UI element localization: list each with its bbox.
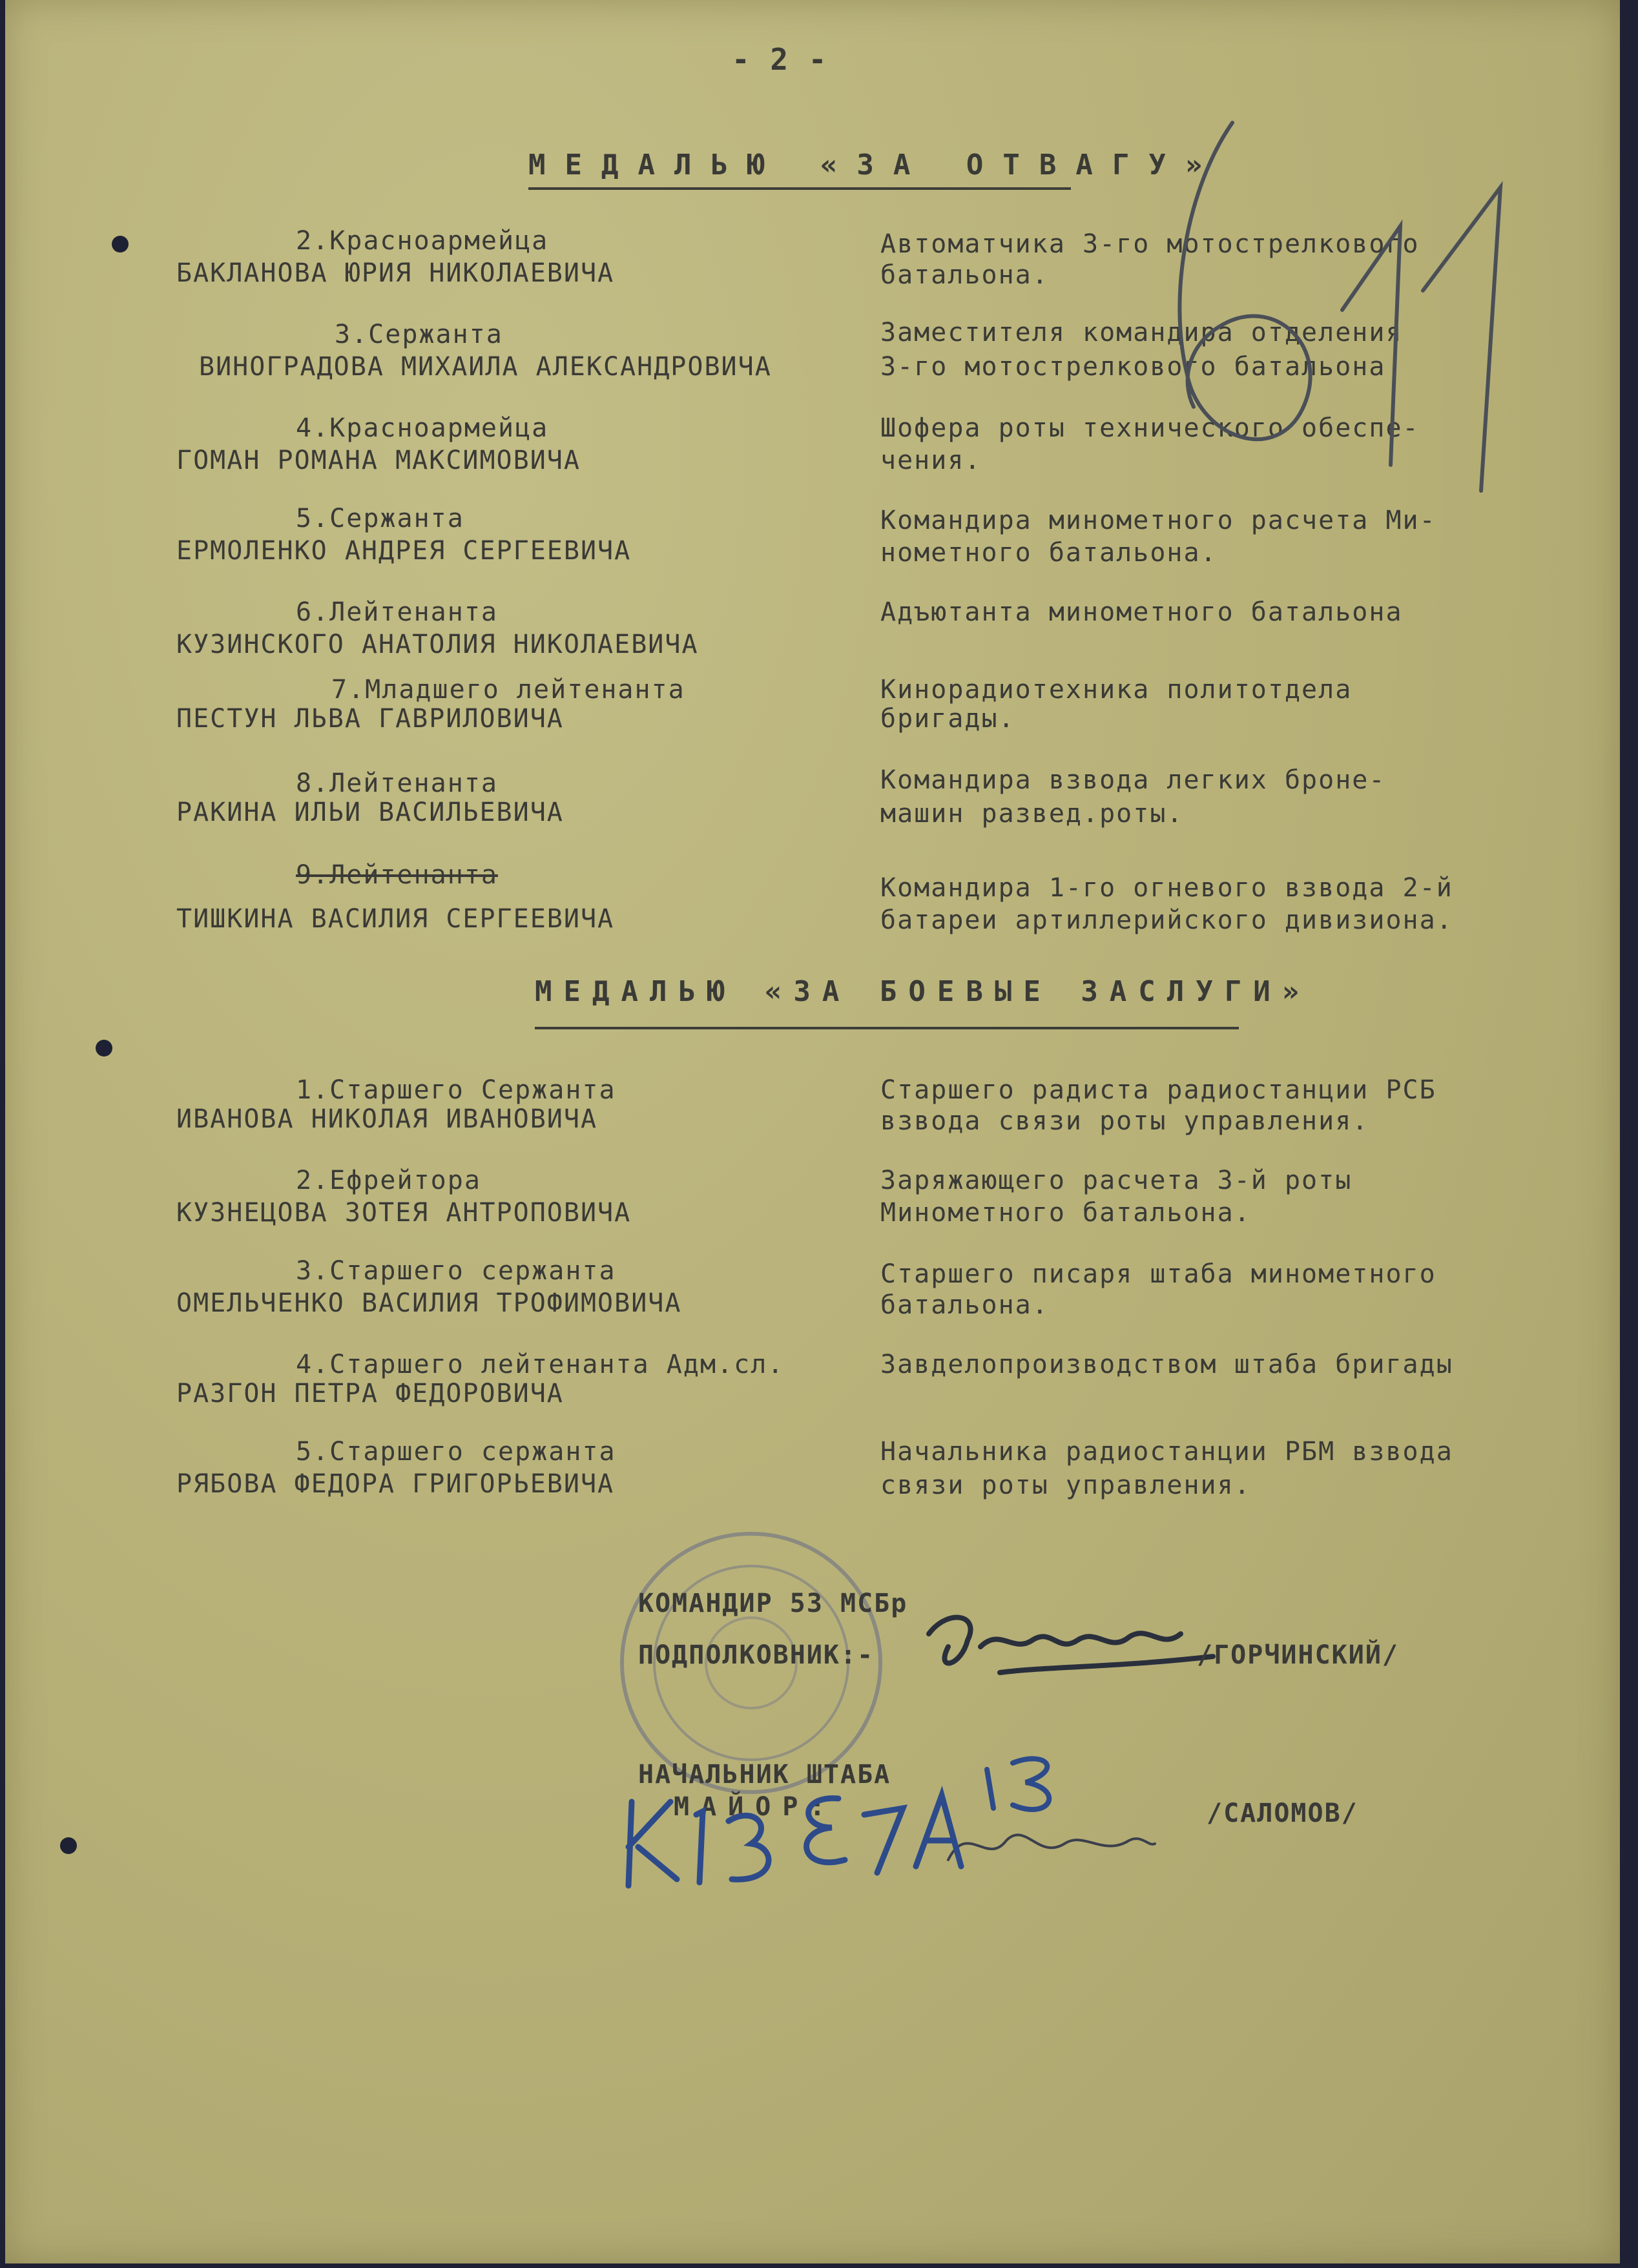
entry-position: взвода связи роты управления. [880,1106,1369,1136]
entry-name: ТИШКИНА ВАСИЛИЯ СЕРГЕЕВИЧА [176,904,615,934]
document-page [5,0,1620,2263]
entry-name: РАЗГОН ПЕТРА ФЕДОРОВИЧА [176,1379,564,1408]
section-title: МЕДАЛЬЮ «ЗА ОТВАГУ» [528,149,1222,181]
entry-rank: 4.Старшего лейтенанта Адм.сл. [296,1350,785,1379]
entry-name: РЯБОВА ФЕДОРА ГРИГОРЬЕВИЧА [176,1469,615,1499]
entry-rank: 7.Младшего лейтенанта [331,675,685,705]
entry-name: ВИНОГРАДОВА МИХАИЛА АЛЕКСАНДРОВИЧА [199,352,772,382]
entry-position: Заместителя командира отделения [880,318,1403,347]
entry-name: ПЕСТУН ЛЬВА ГАВРИЛОВИЧА [176,704,564,734]
entry-rank: 1.Старшего Сержанта [296,1075,616,1105]
punch-hole [112,236,129,253]
commander-title: КОМАНДИР 53 МСБр [638,1589,908,1618]
entry-name: ГОМАН РОМАНА МАКСИМОВИЧА [176,446,581,475]
entry-rank: 9.Лейтенанта [296,860,498,890]
entry-position: Автоматчика 3-го мотострелкового [880,229,1420,259]
entry-rank: 2.Ефрейтора [296,1166,481,1195]
entry-position: Шофера роты технического обеспе- [880,413,1420,443]
entry-position: 3-го мотострелкового батальона [880,352,1386,382]
entry-position: Минометного батальона. [880,1198,1251,1228]
title-underline [528,187,1071,190]
entry-position: связи роты управления. [880,1470,1251,1500]
entry-position: Командира минометного расчета Ми- [880,506,1436,535]
commander-rank: ПОДПОЛКОВНИК:- [638,1640,875,1670]
entry-rank: 2.Красноармейца [296,226,549,256]
chief-of-staff-rank: МАЙОР: [674,1792,837,1822]
entry-position: бригады. [880,704,1015,734]
entry-rank: 8.Лейтенанта [296,768,498,798]
entry-name: КУЗИНСКОГО АНАТОЛИЯ НИКОЛАЕВИЧА [176,630,699,659]
entry-position: Старшего писаря штаба минометного [880,1259,1436,1289]
commander-signature [922,1595,1226,1692]
entry-position: Начальника радиостанции РБМ взвода [880,1437,1453,1467]
page-number: - 2 - [732,42,828,77]
commander-name: /ГОРЧИНСКИЙ/ [1197,1640,1399,1670]
entry-name: ЕРМОЛЕНКО АНДРЕЯ СЕРГЕЕВИЧА [176,536,632,566]
entry-position: Командира взвода легких броне- [880,765,1386,795]
chief-of-staff-title: НАЧАЛЬНИК ШТАБА [638,1760,891,1789]
title-underline [535,1027,1239,1029]
entry-position: Старшего радиста радиостанции РСБ [880,1075,1436,1105]
entry-rank: 3.Сержанта [335,320,503,349]
entry-name: БАКЛАНОВА ЮРИЯ НИКОЛАЕВИЧА [176,258,615,288]
punch-hole [60,1837,77,1854]
entry-position: нометного батальона. [880,538,1218,568]
punch-hole [96,1040,112,1057]
entry-rank: 3.Старшего сержанта [296,1256,616,1286]
entry-name: ИВАНОВА НИКОЛАЯ ИВАНОВИЧА [176,1104,598,1134]
entry-position: Командира 1-го огневого взвода 2-й [880,873,1453,903]
entry-position: Заряжающего расчета 3-й роты [880,1166,1353,1195]
chief-of-staff-name: /САЛОМОВ/ [1207,1799,1358,1828]
entry-position: Адъютанта минометного батальона [880,597,1403,627]
entry-name: ОМЕЛЬЧЕНКО ВАСИЛИЯ ТРОФИМОВИЧА [176,1288,682,1318]
entry-rank: 6.Лейтенанта [296,597,498,627]
section-title: МЕДАЛЬЮ «ЗА БОЕВЫЕ ЗАСЛУГИ» [535,975,1311,1008]
entry-position: машин развед.роты. [880,799,1184,829]
entry-name: РАКИНА ИЛЬИ ВАСИЛЬЕВИЧА [176,798,564,827]
entry-position: чения. [880,446,982,475]
entry-rank: 5.Сержанта [296,504,464,533]
entry-position: батальона. [880,1290,1049,1320]
entry-position: батальона. [880,260,1049,290]
entry-position: Завделопроизводством штаба бригады [880,1350,1453,1379]
handwritten-margin-number [1129,103,1529,504]
entry-name: КУЗНЕЦОВА ЗОТЕЯ АНТРОПОВИЧА [176,1198,632,1228]
entry-rank: 5.Старшего сержанта [296,1437,616,1467]
entry-position: Кинорадиотехника политотдела [880,675,1353,705]
entry-rank: 4.Красноармейца [296,413,549,443]
entry-position: батареи артиллерийского дивизиона. [880,905,1453,935]
